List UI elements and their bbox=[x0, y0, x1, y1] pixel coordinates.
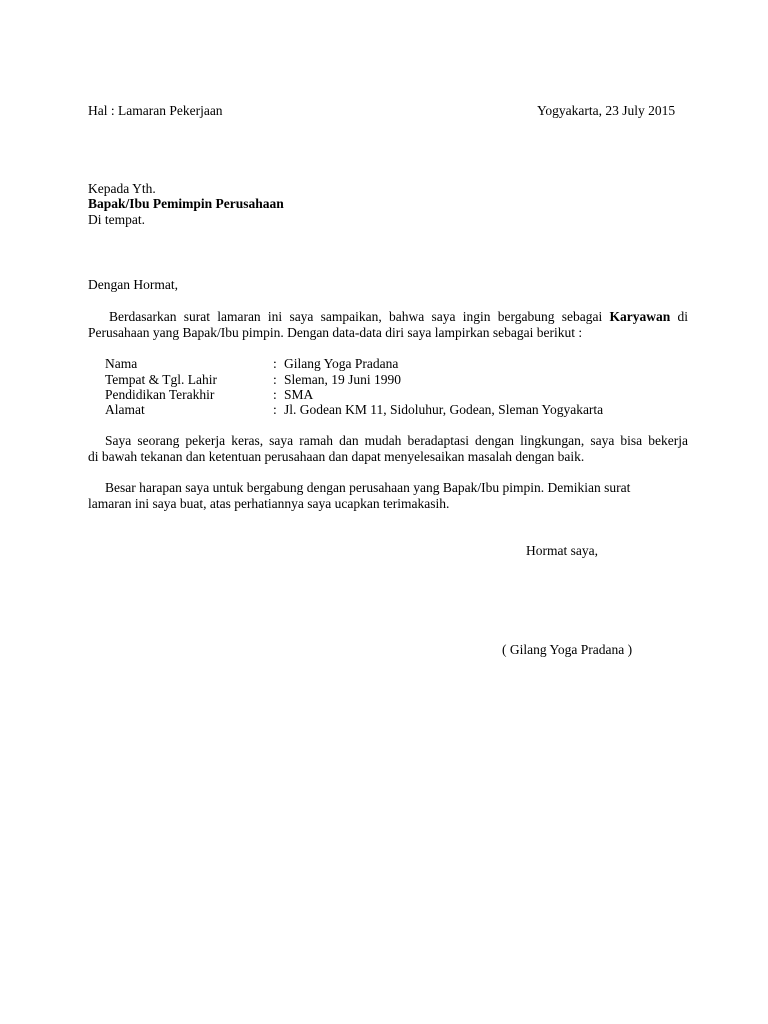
paragraph3-line-1: Besar harapan saya untuk bergabung dengan perusahaan yang Bapak/Ibu pimpin. Demikian surat bbox=[105, 480, 631, 495]
intro-text: Berdasarkan surat lamaran ini saya sampaikan, bahwa saya ingin bergabung sebagai bbox=[109, 309, 603, 324]
data-row-pendidikan bbox=[105, 387, 705, 403]
greeting: Dengan Hormat, bbox=[88, 277, 178, 292]
closing-salutation: Hormat saya, bbox=[526, 543, 598, 558]
intro-paragraph bbox=[88, 309, 688, 341]
subject-line: Hal : Lamaran Pekerjaan bbox=[88, 103, 223, 118]
data-value: SMA bbox=[284, 387, 314, 402]
data-colon: : bbox=[273, 372, 277, 387]
place-date: Yogyakarta, 23 July 2015 bbox=[537, 103, 676, 118]
data-row-nama bbox=[105, 356, 705, 372]
data-row-ttl bbox=[105, 372, 705, 388]
recipient-location: Di tempat. bbox=[88, 212, 145, 227]
intro-line-1 bbox=[88, 309, 688, 325]
data-row-alamat bbox=[105, 402, 705, 418]
signature-name: ( Gilang Yoga Pradana ) bbox=[502, 642, 633, 657]
paragraph2-line-1: Saya seorang pekerja keras, saya ramah dan mudah beradaptasi dengan lingkungan, saya bisa bekerja bbox=[105, 433, 688, 448]
intro-line-2: Perusahaan yang Bapak/Ibu pimpin. Dengan data-data diri saya lampirkan sebagai berikut : bbox=[88, 325, 583, 340]
intro-text-end: di bbox=[677, 309, 689, 324]
recipient-name: Bapak/Ibu Pemimpin Perusahaan bbox=[88, 196, 284, 211]
data-label: Alamat bbox=[105, 402, 145, 417]
data-value: Jl. Godean KM 11, Sidoluhur, Godean, Sleman Yogyakarta bbox=[284, 402, 604, 417]
recipient-salutation: Kepada Yth. bbox=[88, 181, 156, 196]
paragraph2-line-2: di bawah tekanan dan ketentuan perusahaan dan dapat menyelesaikan masalah dengan baik. bbox=[88, 449, 585, 464]
data-label: Nama bbox=[105, 356, 138, 371]
data-colon: : bbox=[273, 387, 277, 402]
data-label: Tempat & Tgl. Lahir bbox=[105, 372, 218, 387]
paragraph3-line-2: lamaran ini saya buat, atas perhatiannya saya ucapkan terimakasih. bbox=[88, 496, 450, 511]
paragraph-self-description bbox=[88, 433, 688, 465]
paragraph-closing bbox=[88, 480, 688, 512]
data-label: Pendidikan Terakhir bbox=[105, 387, 215, 402]
data-colon: : bbox=[273, 356, 277, 371]
data-colon: : bbox=[273, 402, 277, 417]
data-value: Gilang Yoga Pradana bbox=[284, 356, 399, 371]
data-value: Sleman, 19 Juni 1990 bbox=[284, 372, 401, 387]
intro-position: Karyawan bbox=[609, 309, 671, 324]
